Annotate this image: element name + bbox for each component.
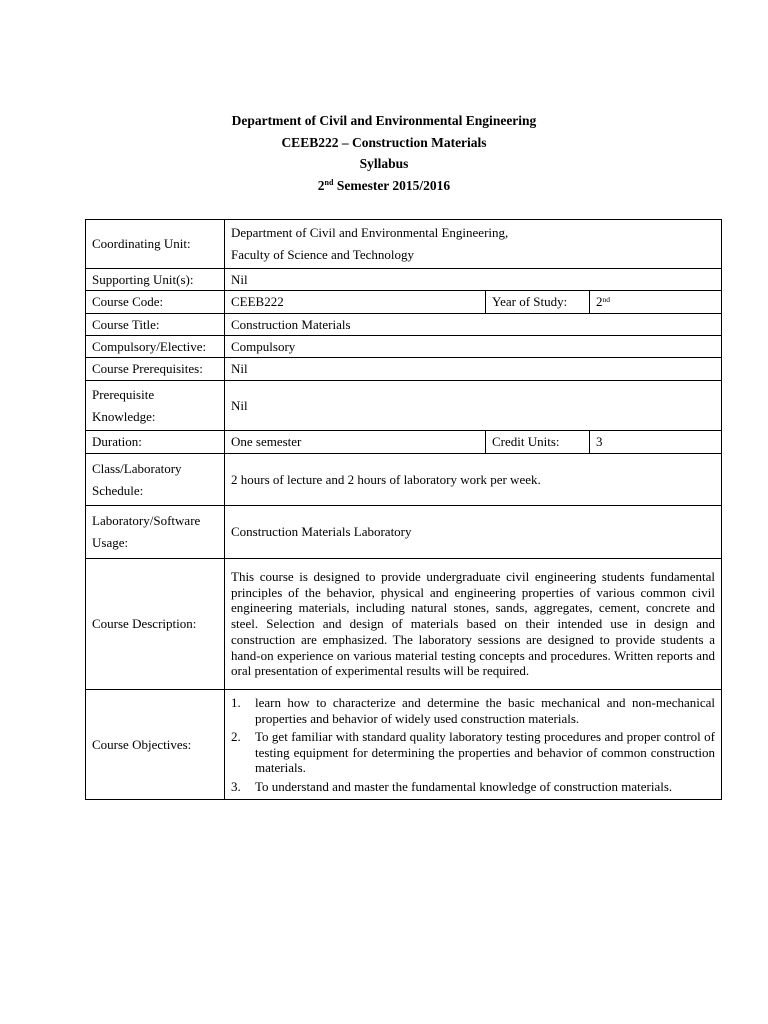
row-supporting-units [86, 269, 722, 291]
course-prerequisites-value: Nil [225, 358, 722, 381]
coordinating-unit-label: Coordinating Unit: [86, 220, 225, 269]
row-course-code [86, 291, 722, 314]
lab-usage-label: Laboratory/Software Usage: [86, 506, 225, 559]
department-title: Department of Civil and Environmental Engineering [231, 113, 537, 128]
duration-label: Duration: [86, 431, 225, 454]
course-title-label: Course Title: [86, 314, 225, 336]
prerequisite-knowledge-label: Prerequisite Knowledge: [86, 381, 225, 431]
course-description-value: This course is designed to provide undergraduate civil engineering students fundamental principles of the behavior, physical and engineering properties of various common civil engineering materials, including natural stones, sands, aggregates, cement, concrete and steel. Selection and design of materials based on their intended use in design and construction are emphasized. The laboratory sessions are designed to provide students a hand-on experience on various material testing concepts and procedures. Written reports and oral presentation of experimental results will be required. [225, 559, 722, 690]
row-duration [86, 431, 722, 454]
objectives-list [231, 695, 715, 794]
course-description-label: Course Description: [86, 559, 225, 690]
compulsory-elective-value: Compulsory [225, 336, 722, 358]
course-code-label: Course Code: [86, 291, 225, 314]
list-item: 3. To understand and master the fundamental knowledge of construction materials. [231, 778, 673, 794]
course-code-value: CEEB222 [225, 291, 486, 314]
course-objectives-value [225, 690, 722, 800]
list-item: 2. To get familiar with standard quality laboratory testing procedures and proper control of testing equipment for determining the properties and behavior of common construction materials. [231, 729, 716, 775]
duration-value: One semester [225, 431, 486, 454]
course-objectives-label: Course Objectives: [86, 690, 225, 800]
course-title-heading: CEEB222 – Construction Materials [281, 134, 487, 150]
credit-units-value: 3 [590, 431, 722, 454]
document-header [0, 110, 768, 196]
row-prerequisite-knowledge [86, 381, 722, 431]
schedule-label: Class/Laboratory Schedule: [86, 454, 225, 506]
supporting-units-value: Nil [225, 269, 722, 291]
row-lab-usage [86, 506, 722, 559]
row-course-description [86, 559, 722, 690]
lab-usage-value: Construction Materials Laboratory [225, 506, 722, 559]
schedule-value: 2 hours of lecture and 2 hours of laboratory work per week. [225, 454, 722, 506]
row-schedule [86, 454, 722, 506]
coordinating-unit-value: Department of Civil and Environmental Engineering, Faculty of Science and Technology [225, 220, 722, 269]
course-prerequisites-label: Course Prerequisites: [86, 358, 225, 381]
credit-units-label: Credit Units: [486, 431, 590, 454]
prerequisite-knowledge-value: Nil [225, 381, 722, 431]
year-of-study-value: 2nd [590, 291, 722, 314]
year-of-study-label: Year of Study: [486, 291, 590, 314]
row-course-objectives [86, 690, 722, 800]
course-title-value: Construction Materials [225, 314, 722, 336]
supporting-units-label: Supporting Unit(s): [86, 269, 225, 291]
compulsory-elective-label: Compulsory/Elective: [86, 336, 225, 358]
row-course-prerequisites [86, 358, 722, 381]
list-item: 1. learn how to characterize and determine the basic mechanical and non-mechanical properties and behavior of widely used construction materials. [231, 695, 716, 726]
row-course-title [86, 314, 722, 336]
document-type: Syllabus [359, 156, 409, 171]
semester-heading: 2nd Semester 2015/2016 [317, 177, 451, 193]
row-compulsory-elective [86, 336, 722, 358]
row-coordinating-unit [86, 220, 722, 269]
syllabus-table [85, 219, 722, 800]
